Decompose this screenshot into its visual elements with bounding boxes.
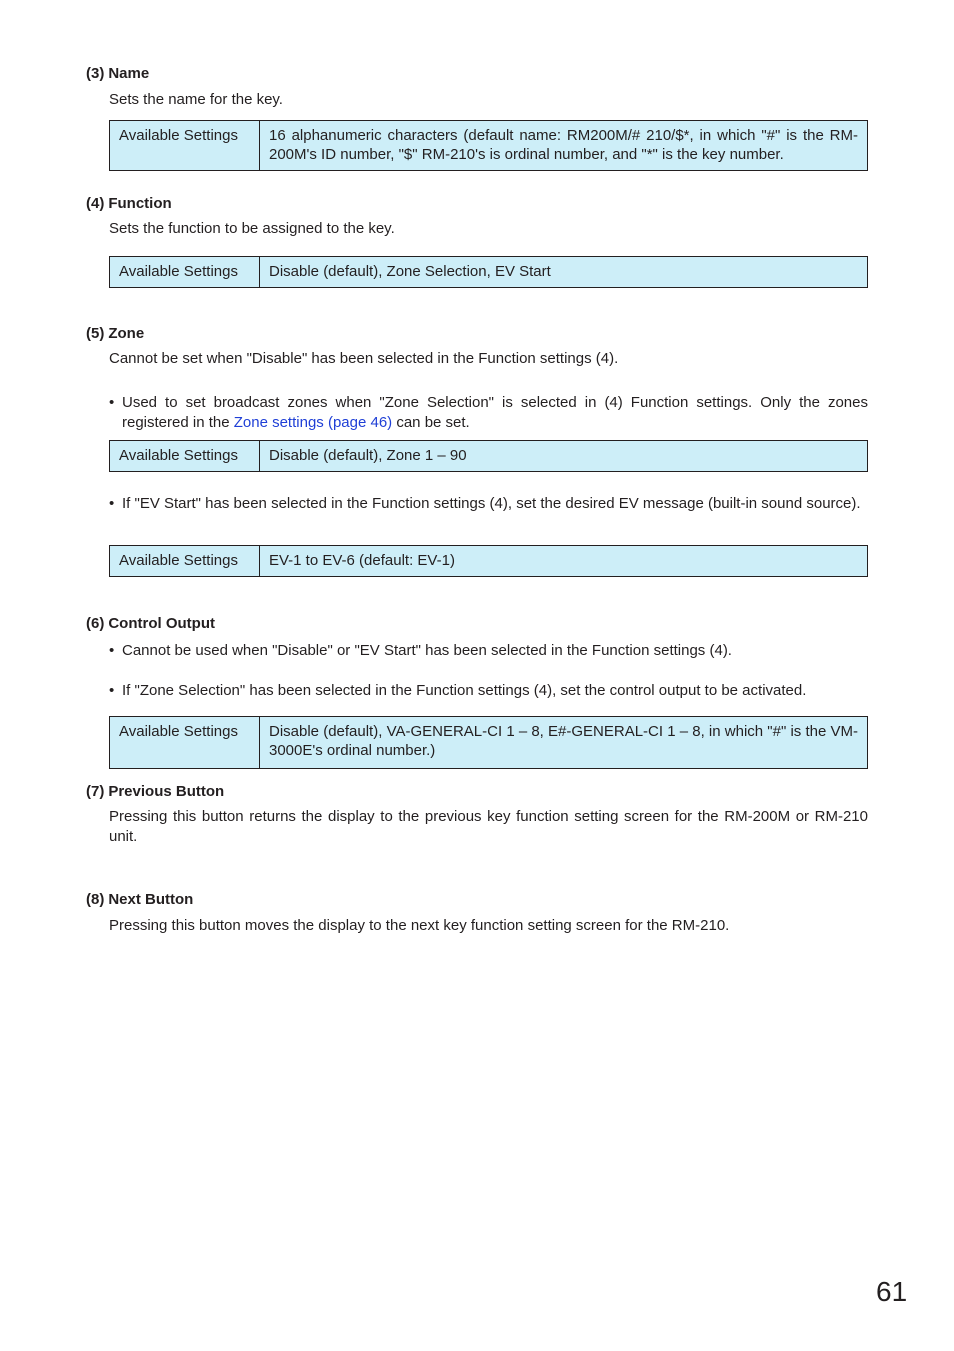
section-heading-next-button: [86, 891, 193, 909]
bullet-icon: •: [109, 495, 115, 512]
bullet-item: [109, 393, 868, 432]
bullet-item: [109, 641, 868, 661]
bullet-text: If "Zone Selection" has been selected in the Function settings (4), set the control output to be activated.: [122, 682, 807, 699]
bullet-icon: •: [109, 394, 115, 411]
section-title: Control Output: [108, 615, 215, 632]
section-title: Next Button: [108, 891, 194, 908]
settings-label: Available Settings: [110, 257, 260, 287]
section-heading-name: [86, 65, 149, 83]
section-number: (5): [86, 325, 105, 342]
section-number: (7): [86, 783, 105, 800]
section-description: Cannot be set when "Disable" has been selected in the Function settings (4).: [109, 350, 619, 367]
available-settings-table: [109, 716, 868, 769]
section-title: Function: [108, 195, 172, 212]
bullet-item: [109, 681, 868, 701]
settings-value: Disable (default), Zone Selection, EV Start: [269, 263, 551, 280]
available-settings-table: [109, 120, 868, 171]
available-settings-table: [109, 440, 868, 472]
settings-value: EV-1 to EV-6 (default: EV-1): [269, 552, 455, 569]
page-number: 61: [876, 1276, 908, 1307]
bullet-text: Used to set broadcast zones when "Zone Selection" is selected in (4) Function settings. Only the zones registered in the: [122, 394, 868, 431]
zone-settings-link[interactable]: Zone settings (page 46): [233, 413, 393, 431]
section-title: Previous Button: [108, 783, 225, 800]
section-number: (3): [86, 65, 105, 82]
section-description: Sets the name for the key.: [109, 91, 283, 108]
settings-label: Available Settings: [110, 121, 260, 170]
bullet-text: Cannot be used when "Disable" or "EV Start" has been selected in the Function settings (4).: [122, 642, 732, 659]
section-heading-zone: [86, 325, 144, 343]
bullet-icon: •: [109, 642, 115, 659]
bullet-text: If "EV Start" has been selected in the Function settings (4), set the desired EV message (built-in sound source).: [122, 495, 861, 512]
bullet-icon: •: [109, 682, 115, 699]
section-title: Zone: [108, 325, 145, 342]
settings-label: Available Settings: [110, 717, 260, 768]
settings-value: Disable (default), Zone 1 – 90: [269, 447, 467, 464]
settings-value: 16 alphanumeric characters (default name: RM200M/# 210/$*, in which "#" is the RM-200M's ID number, "$" RM-210's is ordinal number, and "*" is the key number.: [269, 127, 858, 163]
section-description: Pressing this button returns the display to the previous key function setting screen for the RM-200M or RM-210 unit.: [109, 808, 868, 845]
available-settings-table: [109, 545, 868, 577]
section-heading-previous-button: [86, 783, 224, 801]
section-title: Name: [108, 65, 150, 82]
settings-label: Available Settings: [110, 441, 260, 471]
section-heading-function: [86, 195, 172, 213]
section-number: (6): [86, 615, 105, 632]
section-description: Sets the function to be assigned to the key.: [109, 220, 395, 237]
settings-label: Available Settings: [110, 546, 260, 576]
settings-value: Disable (default), VA-GENERAL-CI 1 – 8, E#-GENERAL-CI 1 – 8, in which "#" is the VM-3000E's ordinal number.): [269, 723, 858, 759]
bullet-text: can be set.: [392, 413, 470, 431]
bullet-item: [109, 494, 868, 514]
available-settings-table: [109, 256, 868, 288]
section-description: Pressing this button moves the display to the next key function setting screen for the RM-210.: [109, 917, 730, 934]
section-number: (4): [86, 195, 105, 212]
section-number: (8): [86, 891, 105, 908]
section-heading-control-output: [86, 615, 215, 633]
